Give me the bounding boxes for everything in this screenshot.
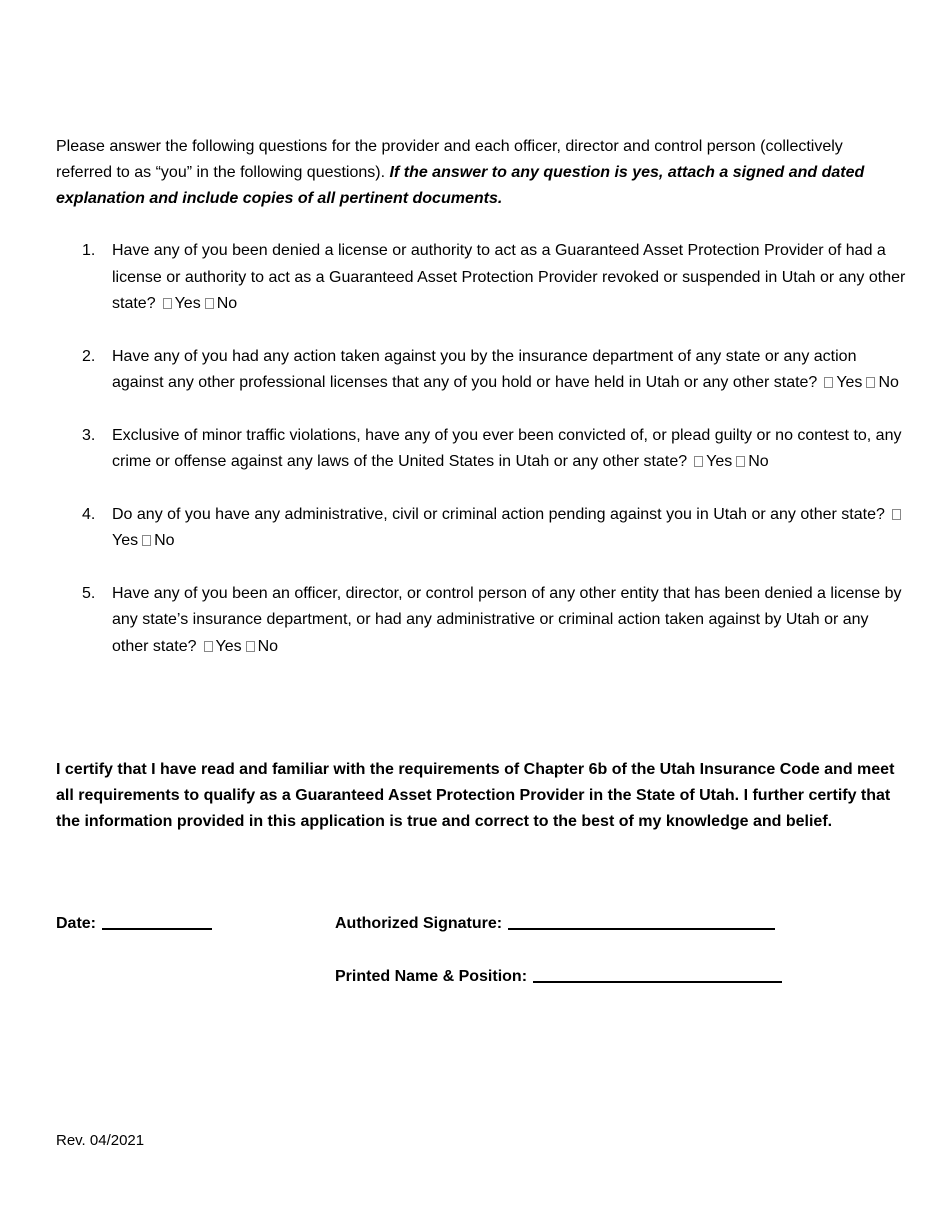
question-text: Do any of you have any administrative, civil or criminal action pending against you in Utah or any other state? (112, 505, 885, 523)
date-field (56, 914, 212, 933)
question-item-4 (56, 502, 906, 555)
signature-label: Authorized Signature: (335, 915, 503, 932)
yes-label: Yes (174, 295, 201, 312)
date-label: Date: (56, 915, 97, 932)
question-number: 1. (82, 242, 96, 259)
yes-label: Yes (706, 453, 733, 470)
certification-statement: I certify that I have read and familiar with the requirements of Chapter 6b of the Utah Insurance Code and meet all requirements to qualify as a Guaranteed Asset Protection Provider in the State of Utah. I further certify that the information provided in this application is true and correct to the best of my knowledge and belief. (56, 761, 895, 830)
question-text: Have any of you had any action taken against you by the insurance department of any state or any action against any other professional licenses that any of you hold or have held in Utah or any other state? (112, 347, 857, 391)
yes-label: Yes (836, 374, 863, 391)
yes-checkbox[interactable] (204, 641, 213, 652)
question-list (56, 238, 906, 686)
no-label: No (216, 295, 238, 312)
revision-note: Rev. 04/2021 (56, 1132, 145, 1149)
question-number: 5. (82, 584, 96, 602)
yes-checkbox[interactable] (892, 509, 901, 520)
question-text: Have any of you been denied a license or authority to act as a Guaranteed Asset Protection Provider of had a license or authority to act as a Guaranteed Asset Protection Provider revoked or suspended in Utah or any other state? (112, 242, 906, 312)
no-checkbox[interactable] (205, 298, 214, 309)
no-checkbox[interactable] (142, 535, 151, 546)
yes-checkbox[interactable] (824, 377, 833, 388)
no-label: No (878, 374, 899, 391)
question-text: Exclusive of minor traffic violations, have any of you ever been convicted of, or plead guilty or no contest to, any crime or offense against any laws of the United States in Utah or any other state? (112, 426, 902, 470)
no-checkbox[interactable] (866, 377, 875, 388)
instructions-emphasis: If the answer to any question is yes, attach a signed and dated explanation and include copies of all pertinent documents. (56, 164, 865, 207)
printed-name-line[interactable] (533, 967, 782, 983)
instructions-paragraph (56, 134, 886, 212)
question-number: 4. (82, 505, 96, 523)
question-number: 3. (82, 426, 96, 444)
instructions-text: Please answer the following questions for the provider and each officer, director and control person (collectively referred to as “you” in the following questions). (56, 138, 843, 181)
printed-name-field (335, 967, 782, 986)
no-label: No (748, 453, 769, 470)
no-label: No (154, 532, 175, 549)
yes-checkbox[interactable] (163, 298, 172, 309)
question-item-5 (56, 581, 906, 661)
yes-label: Yes (215, 637, 242, 655)
question-number: 2. (82, 347, 96, 365)
yes-checkbox[interactable] (694, 456, 703, 467)
signature-field (335, 914, 775, 933)
yes-label: Yes (112, 532, 139, 549)
date-line[interactable] (102, 914, 212, 930)
no-checkbox[interactable] (736, 456, 745, 467)
question-text: Have any of you been an officer, director, or control person of any other entity that has been denied a license by any state’s insurance department, or had any administrative or criminal action taken against by Utah or any other state? (112, 584, 902, 655)
no-label: No (257, 637, 279, 655)
printed-name-label: Printed Name & Position: (335, 968, 528, 985)
question-item-1 (56, 238, 906, 318)
question-item-3 (56, 423, 906, 476)
signature-line[interactable] (508, 914, 775, 930)
question-item-2 (56, 344, 906, 397)
no-checkbox[interactable] (246, 641, 255, 652)
